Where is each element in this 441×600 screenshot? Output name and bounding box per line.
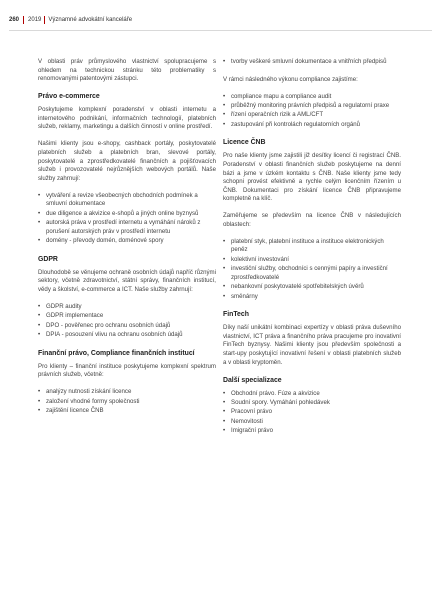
list-item: • analýzy nutnosti získání licence bbox=[38, 388, 216, 397]
list-item: • platební styk, platební instituce a instituce elektronických peněz bbox=[223, 238, 401, 255]
fintech-paragraph: Díky naší unikátní kombinaci expertízy v oblasti práva duševního vlastnictví, ICT práva a finančního práva pracujeme pro inovativní FinTech byznysy. Našimi klienty jsou především společnosti a start-upy poskytující inovativní řešení v oblasti platebních služeb a v oblasti kryptoměn. bbox=[223, 324, 401, 366]
list-item: • průběžný monitoring právních předpisů a regulatorní praxe bbox=[223, 102, 401, 111]
section-heading-fintech: FinTech bbox=[223, 311, 249, 319]
licence-list bbox=[223, 238, 401, 301]
list-item: • GDPR audity bbox=[38, 303, 216, 312]
list-item: • GDPR implementace bbox=[38, 312, 216, 321]
list-item: • due diligence a akvizice e-shopů a jiných online byznysů bbox=[38, 210, 216, 219]
ecommerce-list bbox=[38, 192, 216, 246]
section-heading-financial: Finanční právo, Compliance finančních institucí bbox=[38, 349, 195, 357]
right-column bbox=[223, 58, 401, 445]
compliance-list bbox=[223, 93, 401, 130]
list-item: • založení vhodné formy společnosti bbox=[38, 398, 216, 407]
licence-paragraph-1: Pro naše klienty jsme zajistili již desítky licencí či registrací ČNB. Poradenství v oblasti finančních služeb poskytujeme na denní bázi a jsme v úzkém kontaktu s ČNB. Naše klienty jsme tedy schopni provést efektivně a rychle celým licenčním řízením u ČNB. Dokumentaci pro získání licence ČNB připravujeme kompletně na klíč. bbox=[223, 152, 401, 203]
licence-paragraph-2: Zaměřujeme se především na licence ČNB v následujících oblastech: bbox=[223, 212, 401, 228]
header-divider bbox=[23, 16, 24, 24]
list-item: • zajištění licence ČNB bbox=[38, 407, 216, 416]
financial-list-continued bbox=[223, 58, 401, 67]
list-item: • DPIA - posouzení vlivu na ochranu osobních údajů bbox=[38, 331, 216, 340]
list-item: • vytváření a revize všeobecných obchodních podmínek a smluvní dokumentace bbox=[38, 192, 216, 209]
section-heading-ecommerce: Právo e-commerce bbox=[38, 93, 100, 101]
page-number: 260 bbox=[9, 16, 20, 23]
ecommerce-paragraph-1: Poskytujeme komplexní poradenství v oblasti internetu a internetového podnikání, informačních technologií, platebních služeb, reklamy, marketingu a dalších činností v online prostředí. bbox=[38, 106, 216, 131]
list-item: • nebankovní poskytovatelé spotřebitelských úvěrů bbox=[223, 283, 401, 292]
list-item: • autorská práva v prostředí internetu a vymáhání nároků z porušení autorských práv v prostředí internetu bbox=[38, 219, 216, 236]
section-heading-gdpr: GDPR bbox=[38, 255, 58, 263]
other-list bbox=[223, 390, 401, 436]
section-heading-licence: Licence ČNB bbox=[223, 139, 266, 147]
running-title: Významné advokátní kanceláře bbox=[48, 16, 133, 23]
gdpr-paragraph: Dlouhodobě se věnujeme ochraně osobních údajů napříč různými sektory, včetně zdravotnictví, státní správy, finančních institucí, vědy a školství, e-commerce a ICT. Naše služby zahrnují: bbox=[38, 268, 216, 293]
page-header bbox=[9, 9, 432, 31]
header-divider bbox=[44, 16, 45, 24]
list-item: • kolektivní investování bbox=[223, 256, 401, 265]
compliance-intro: V rámci následného výkonu compliance zajistíme: bbox=[223, 75, 358, 83]
list-item: • compliance mapu a compliance audit bbox=[223, 93, 401, 102]
ecommerce-paragraph-2: Našimi klienty jsou e-shopy, cashback portály, poskytovatelé platebních služeb a platebních bran, slevové portály, poskytovatelé a zprostředkovatelé finančních a pojišťovacích služeb i provozovatelé nejrůznějších webových portálů. Naše služby zahrnují: bbox=[38, 140, 216, 182]
financial-list bbox=[38, 388, 216, 415]
list-item: • zastupování při kontrolách regulatorních orgánů bbox=[223, 121, 401, 130]
header-year: 2019 bbox=[28, 16, 42, 23]
list-item: • Obchodní právo. Fúze a akvizice bbox=[223, 390, 401, 399]
list-item: • DPO - pověřenec pro ochranu osobních údajů bbox=[38, 322, 216, 331]
list-item: • domény - převody domén, doménové spory bbox=[38, 237, 216, 246]
intro-paragraph: V oblasti práv průmyslového vlastnictví spolupracujeme s ohledem na technickou stránku této problematiky s renomovanými patentovými zástupci. bbox=[38, 58, 216, 83]
list-item: • investiční služby, obchodníci s cennými papíry a investiční zprostředkovatelé bbox=[223, 265, 401, 282]
list-item: • Soudní spory. Vymáhání pohledávek bbox=[223, 399, 401, 408]
financial-paragraph: Pro klienty – finanční instituce poskytujeme komplexní spektrum právních služeb, včetně: bbox=[38, 362, 216, 379]
gdpr-list bbox=[38, 303, 216, 340]
section-heading-other: Další specializace bbox=[223, 376, 282, 384]
list-item: • řízení operačních rizik a AML/CFT bbox=[223, 111, 401, 120]
list-item: • tvorby veškeré smluvní dokumentace a vnitřních předpisů bbox=[223, 58, 401, 67]
list-item: • Nemovitosti bbox=[223, 418, 401, 427]
left-column bbox=[38, 58, 216, 425]
list-item: • Imigrační právo bbox=[223, 427, 401, 436]
list-item: • Pracovní právo bbox=[223, 408, 401, 417]
list-item: • směnárny bbox=[223, 293, 401, 302]
